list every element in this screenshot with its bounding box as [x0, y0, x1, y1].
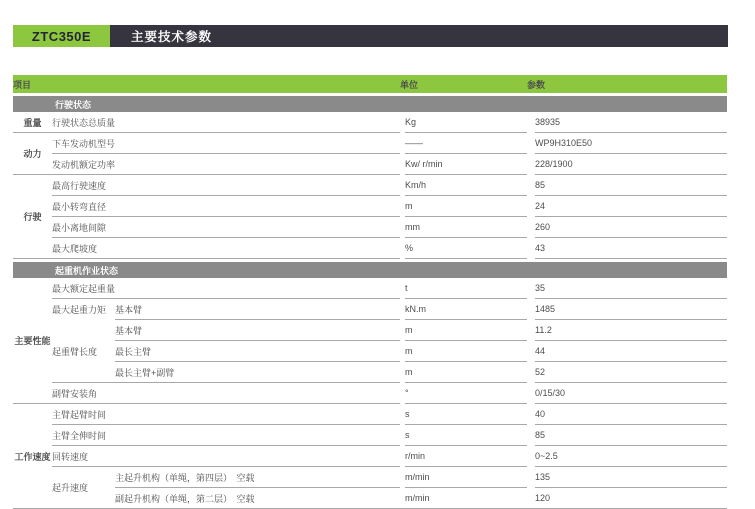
- value-cell: 228/1900: [535, 154, 727, 175]
- table-row: [13, 278, 727, 299]
- value-cell: 38935: [535, 112, 727, 133]
- model-badge: ZTC350E: [13, 25, 110, 47]
- row-item-label: 副臂安装角: [52, 383, 400, 404]
- table-row: [13, 320, 727, 341]
- unit-cell: m: [405, 320, 527, 341]
- row-subitem-label: 基本臂: [115, 299, 400, 320]
- value-cell: 52: [535, 362, 727, 383]
- row-item-label: 回转速度: [52, 446, 400, 467]
- column-gap: [527, 488, 535, 509]
- value-cell: 24: [535, 196, 727, 217]
- table-row: [13, 238, 727, 259]
- value-cell: 11.2: [535, 320, 727, 341]
- row-item-label: 最大爬坡度: [52, 238, 400, 259]
- unit-cell: m/min: [405, 488, 527, 509]
- row-item-label: 下车发动机型号: [52, 133, 400, 154]
- value-cell: 40: [535, 404, 727, 425]
- column-header-param: 参数: [527, 75, 727, 93]
- table-row: [13, 154, 727, 175]
- spec-table-body: [13, 93, 727, 509]
- column-gap: [527, 299, 535, 320]
- column-gap: [527, 362, 535, 383]
- row-item-label: 主臂起臂时间: [52, 404, 400, 425]
- row-item-label: 最小离地间隙: [52, 217, 400, 238]
- table-row: [13, 341, 727, 362]
- table-row: [13, 217, 727, 238]
- column-gap: [527, 154, 535, 175]
- unit-cell: r/min: [405, 446, 527, 467]
- column-gap: [527, 383, 535, 404]
- column-gap: [527, 467, 535, 488]
- spec-table: [13, 75, 727, 509]
- value-cell: 35: [535, 278, 727, 299]
- column-gap: [527, 196, 535, 217]
- table-row: [13, 488, 727, 509]
- section-band-label: 行驶状态: [13, 96, 727, 112]
- column-gap: [527, 278, 535, 299]
- value-cell: 1485: [535, 299, 727, 320]
- table-row: [13, 112, 727, 133]
- value-cell: 0/15/30: [535, 383, 727, 404]
- value-cell: 85: [535, 175, 727, 196]
- row-item-label: 最大额定起重量: [52, 278, 400, 299]
- unit-cell: Km/h: [405, 175, 527, 196]
- row-item-label: 最小转弯直径: [52, 196, 400, 217]
- row-group-label: 主要性能: [13, 278, 52, 404]
- column-gap: [527, 404, 535, 425]
- table-row: [13, 299, 727, 320]
- section-band-row: [13, 262, 727, 278]
- column-gap: [527, 320, 535, 341]
- column-header-item: 项目: [13, 75, 400, 93]
- row-subitem-label: 副起升机构（单绳，第二层） 空载: [115, 488, 400, 509]
- value-cell: 135: [535, 467, 727, 488]
- section-band-label: 起重机作业状态: [13, 262, 727, 278]
- row-item-label: 起重臂长度: [52, 320, 115, 383]
- row-group-label: 动力: [13, 133, 52, 175]
- unit-cell: %: [405, 238, 527, 259]
- column-gap: [527, 238, 535, 259]
- title-bar: [13, 25, 728, 47]
- value-cell: WP9H310E50: [535, 133, 727, 154]
- row-item-label: 行驶状态总质量: [52, 112, 400, 133]
- table-row: [13, 446, 727, 467]
- row-item-label: 发动机额定功率: [52, 154, 400, 175]
- unit-cell: s: [405, 425, 527, 446]
- unit-cell: m: [405, 341, 527, 362]
- unit-cell: m: [405, 196, 527, 217]
- value-cell: 260: [535, 217, 727, 238]
- unit-cell: kN.m: [405, 299, 527, 320]
- value-cell: 85: [535, 425, 727, 446]
- row-subitem-label: 最长主臂: [115, 341, 400, 362]
- unit-cell: m: [405, 362, 527, 383]
- table-row: [13, 175, 727, 196]
- table-row: [13, 467, 727, 488]
- row-item-label: 主臂全伸时间: [52, 425, 400, 446]
- column-gap: [527, 112, 535, 133]
- row-item-label: 最大起重力矩: [52, 305, 107, 315]
- unit-cell: °: [405, 383, 527, 404]
- column-gap: [527, 446, 535, 467]
- table-row: [13, 404, 727, 425]
- column-header-unit: 单位: [400, 75, 527, 93]
- row-subitem-label: 基本臂: [115, 320, 400, 341]
- row-group-label: 重量: [13, 112, 52, 133]
- section-band-row: [13, 96, 727, 112]
- column-gap: [527, 425, 535, 446]
- table-row: [13, 425, 727, 446]
- table-row: [13, 362, 727, 383]
- row-group-label: 行驶: [13, 175, 52, 259]
- row-item-label: 起升速度: [52, 467, 115, 509]
- value-cell: 43: [535, 238, 727, 259]
- row-group-label: 工作速度: [13, 404, 52, 509]
- column-header-row: [13, 75, 727, 93]
- column-gap: [527, 217, 535, 238]
- page-title: 主要技术参数: [110, 25, 728, 47]
- row-item-label: 最高行驶速度: [52, 175, 400, 196]
- unit-cell: m/min: [405, 467, 527, 488]
- unit-cell: Kg: [405, 112, 527, 133]
- value-cell: 0~2.5: [535, 446, 727, 467]
- table-row: [13, 133, 727, 154]
- value-cell: 120: [535, 488, 727, 509]
- column-gap: [527, 133, 535, 154]
- unit-cell: s: [405, 404, 527, 425]
- value-cell: 44: [535, 341, 727, 362]
- unit-cell: mm: [405, 217, 527, 238]
- unit-cell: Kw/ r/min: [405, 154, 527, 175]
- unit-cell: ——: [405, 133, 527, 154]
- table-row: [13, 383, 727, 404]
- table-row: [13, 196, 727, 217]
- column-gap: [527, 341, 535, 362]
- column-gap: [527, 175, 535, 196]
- row-subitem-label: 最长主臂+副臂: [115, 362, 400, 383]
- unit-cell: t: [405, 278, 527, 299]
- spec-table-head: [13, 75, 727, 93]
- row-subitem-label: 主起升机构（单绳，第四层） 空载: [115, 467, 400, 488]
